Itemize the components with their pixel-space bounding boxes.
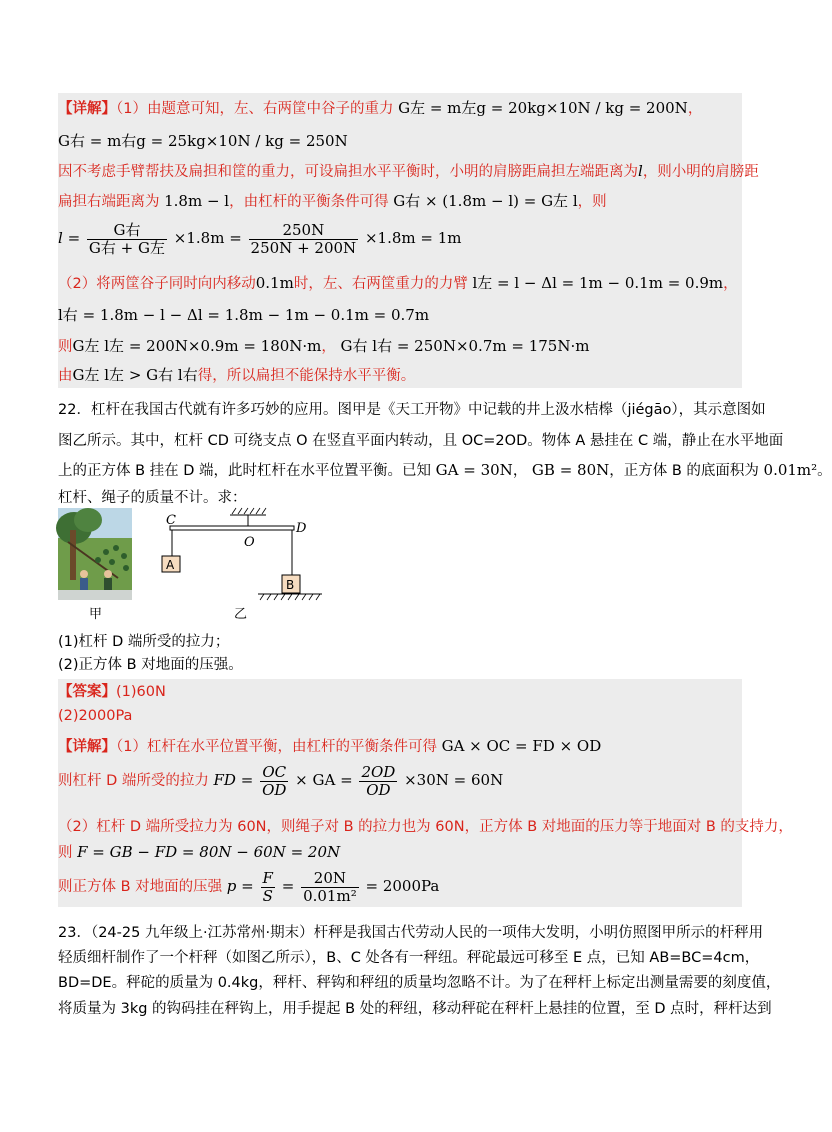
q22-line3: 上的正方体 B 挂在 D 端，此时杠杆在水平位置平衡。已知 GA = 30N， GB = 80N，正方体 B 的底面积为 0.01m²。 <box>58 461 832 479</box>
q23-line3: BD=DE。秤砣的质量为 0.4kg，秤杆、秤钩和秤纽的质量均忽略不计。为了在秤杆上标定出测量需要的刻度值， <box>58 975 781 991</box>
ground-hatch <box>260 594 320 600</box>
sol21-line2: G右 = m右g = 25kg×10N / kg = 250N <box>58 132 348 150</box>
formula: G左 = m左g = 20kg×10N / kg = 200N <box>398 99 688 117</box>
sol21-line1: 【详解】（1）由题意可知，左、右两筐中谷子的重力 G左 = m左g = 20kg×10N / kg = 200N， <box>58 99 703 117</box>
detail-tag: 【详解】 <box>58 101 116 117</box>
figure-jia-picture <box>58 508 132 600</box>
label-a: A <box>166 558 175 572</box>
q23-line4: 将质量为 3kg 的钩码挂在秤钩上，用手提起 B 处的秤纽，移动秤砣在秤杆上悬挂的位置，至 D 点时，秤杆达到 <box>58 1001 772 1017</box>
fraction: $\frac{20N}{\text{0.01m²}}$ <box>303 868 357 905</box>
ans22-line4: 则杠杆 D 端所受的拉力 FD = $\frac{OC}{OD}$ × GA = $\frac{2OD}{OD}$ ×30N = 60N <box>58 762 504 799</box>
ans22-line1: 【答案】(1)60N <box>58 684 166 700</box>
sol21-line8: 则G左 l左 = 200N×0.9m = 180N·m， G右 l右 = 250N×0.7m = 175N·m <box>58 337 590 355</box>
fraction: $\frac{\text{G右}}{\text{G右 + G左}}$ <box>88 220 165 257</box>
fraction: $\frac{250N}{250N + 200N}$ <box>250 220 357 257</box>
sol21-line7: l右 = 1.8m − l − Δl = 1.8m − 1m − 0.1m = 0.7m <box>58 306 430 324</box>
sol21-line4: 扁担右端距离为 1.8m − l，由杠杆的平衡条件可得 G右 × (1.8m − l) = G左 l，则 <box>58 192 607 210</box>
well-sweep-illustration <box>58 508 132 600</box>
sol21-line5: l = $\frac{\text{G右}}{\text{G右 + G左}}$ ×1.8m = $\frac{250N}{250N + 200N}$ ×1.8m = 1m <box>58 220 462 257</box>
q22-line4: 杠杆、绳子的质量不计。求： <box>58 490 247 506</box>
sol21-line9: 由G左 l左 > G右 l右得，所以扁担不能保持水平平衡。 <box>58 366 416 384</box>
answer-tag: 【答案】 <box>58 684 116 700</box>
ans22-line7: 则正方体 B 对地面的压强 p = $\frac{F}{S}$ = $\frac{20N}{\text{0.01m²}}$ = 2000Pa <box>58 868 440 905</box>
ans22-line5: （2）杠杆 D 端所受拉力为 60N，则绳子对 B 的拉力也为 60N，正方体 B 对地面的压力等于地面对 B 的支持力， <box>58 819 793 835</box>
ans22-line2: (2)2000Pa <box>58 708 133 724</box>
figure-yi-caption: 乙 <box>234 607 248 622</box>
q23-line2: 轻质细杆制作了一个杆秤（如图乙所示），B、C 处各有一秤纽。秤砣最远可移至 E 点，已知 AB=BC=4cm， <box>58 950 760 966</box>
ans22-line3: 【详解】（1）杠杆在水平位置平衡，由杠杆的平衡条件可得 GA × OC = FD × OD <box>58 737 602 755</box>
q22-line2: 图乙所示。其中，杠杆 CD 可绕支点 O 在竖直平面内转动，且 OC=2OD。物体 A 悬挂在 C 端，静止在水平地面 <box>58 433 784 449</box>
label-d: D <box>296 521 307 536</box>
label-b: B <box>286 578 295 592</box>
q22-sub1: (1)杠杆 D 端所受的拉力； <box>58 634 230 650</box>
fraction: $\frac{OC}{OD}$ <box>262 762 287 799</box>
sol21-line6: （2）将两筐谷子同时向内移动0.1m时，左、右两筐重力的力臂 l左 = l − Δl = 1m − 0.1m = 0.9m， <box>58 274 738 292</box>
figure-yi-schematic <box>150 500 330 630</box>
label-c: C <box>166 513 176 528</box>
figure-jia-caption: 甲 <box>89 607 103 622</box>
fraction: $\frac{2OD}{OD}$ <box>361 762 396 799</box>
label-o: O <box>244 535 255 550</box>
lever-cd <box>170 526 294 530</box>
sol21-line3: 因不考虑手臂帮扶及扁担和筐的重力，可设扁担水平平衡时，小明的肩膀距扁担左端距离为l，则小明的肩膀距 <box>58 162 759 180</box>
fraction: $\frac{F}{S}$ <box>262 868 273 905</box>
ans22-line6: 则 F = GB − FD = 80N − 60N = 20N <box>58 843 341 861</box>
solution-21 <box>58 93 759 388</box>
q22-line1: 22．杠杆在我国古代就有许多巧妙的应用。图甲是《天工开物》中记载的井上汲水桔槔（jiégāo），其示意图如 <box>58 402 766 418</box>
detail-tag: 【详解】 <box>58 739 116 755</box>
q22-sub2: (2)正方体 B 对地面的压强。 <box>58 657 243 673</box>
q23-line1: 23．（24-25 九年级上·江苏常州·期末）杆秤是我国古代劳动人民的一项伟大发明，小明仿照图甲所示的杆秤用 <box>58 925 764 941</box>
ceiling-hatch <box>232 508 266 514</box>
answer-22 <box>58 679 793 907</box>
